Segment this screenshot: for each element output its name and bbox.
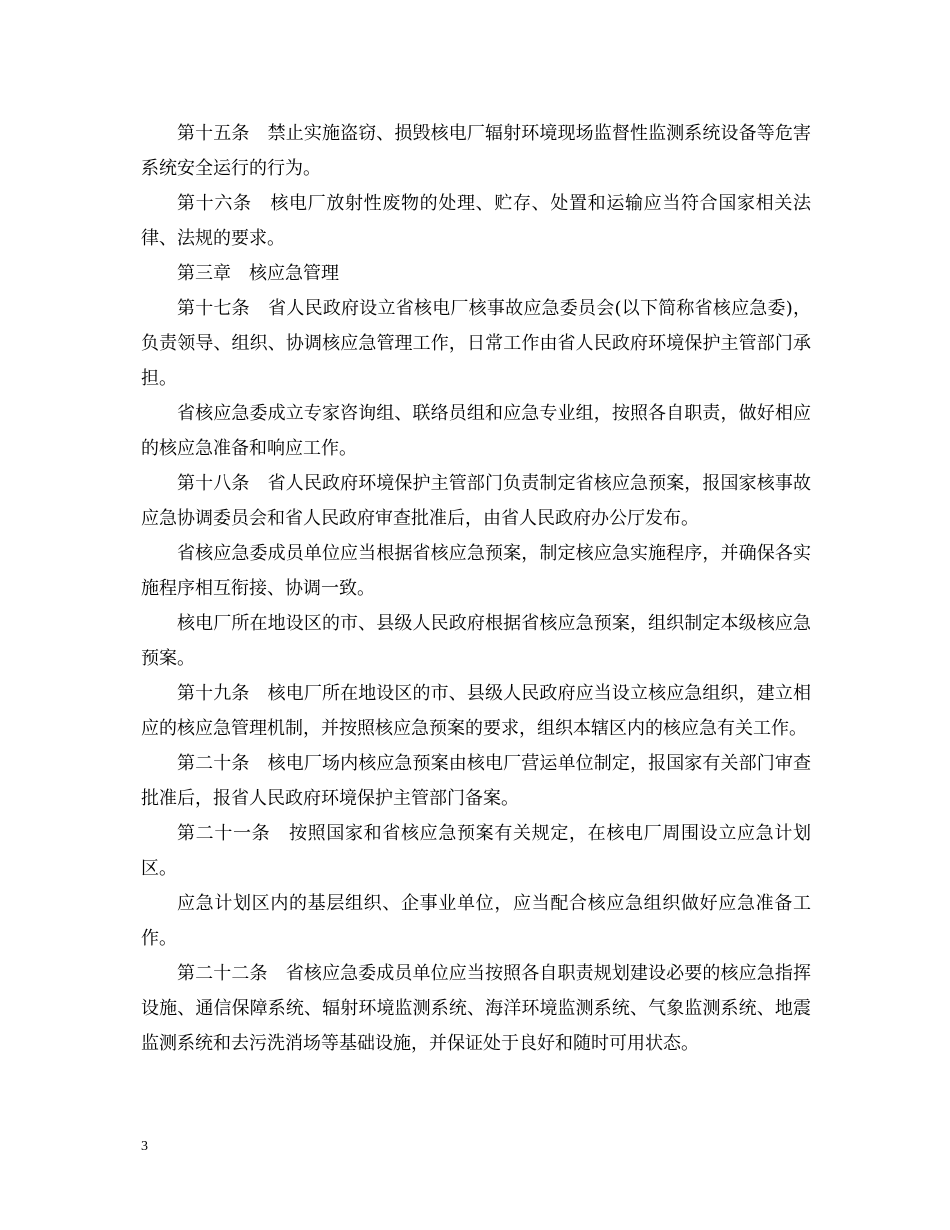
article-text: 省人民政府环境保护主管部门负责制定省核应急预案，报国家核事故应急协调委员会和省人民政府审查批准后，由省人民政府办公厅发布。 (141, 473, 812, 529)
article-heading: 第十六条 (177, 193, 252, 214)
page-number: 3 (141, 1139, 148, 1154)
article-16-paragraph (141, 186, 811, 256)
article-heading: 第二十一条 (177, 823, 271, 844)
article-18-paragraph (141, 466, 811, 536)
article-text: 按照国家和省核应急预案有关规定，在核电厂周围设立应急计划区。 (141, 823, 812, 879)
chapter-number: 第三章 (177, 263, 231, 284)
article-20-paragraph (141, 746, 811, 816)
article-heading: 第二十二条 (177, 963, 268, 984)
article-text: 省人民政府设立省核电厂核事故应急委员会(以下简称省核应急委)，负责领导、组织、协调核应急管理工作，日常工作由省人民政府环境保护主管部门承担。 (141, 298, 812, 389)
article-text: 省核应急委成员单位应当按照各自职责规划建设必要的核应急指挥设施、通信保障系统、辐射环境监测系统、海洋环境监测系统、气象监测系统、地震监测系统和去污洗消场等基础设施，并保证处于良好和随时可用状态。 (141, 963, 812, 1054)
article-18-sub-paragraph-1 (141, 536, 811, 606)
article-15-paragraph (141, 116, 811, 186)
article-17-paragraph (141, 291, 811, 396)
article-17-sub-paragraph (141, 396, 811, 466)
article-22-paragraph (141, 956, 811, 1061)
article-text: 禁止实施盗窃、损毁核电厂辐射环境现场监督性监测系统设备等危害系统安全运行的行为。 (141, 123, 812, 179)
article-heading: 第二十条 (177, 753, 250, 774)
article-heading: 第十九条 (177, 683, 250, 704)
paragraph-text: 省核应急委成立专家咨询组、联络员组和应急专业组，按照各自职责，做好相应的核应急准备和响应工作。 (141, 403, 811, 459)
article-heading: 第十八条 (177, 473, 250, 494)
paragraph-text: 核电厂所在地设区的市、县级人民政府根据省核应急预案，组织制定本级核应急预案。 (141, 613, 811, 669)
chapter-3-heading (141, 256, 811, 291)
article-21-sub-paragraph (141, 886, 811, 956)
article-heading: 第十七条 (177, 298, 250, 319)
paragraph-text: 省核应急委成员单位应当根据省核应急预案，制定核应急实施程序，并确保各实施程序相互衔接、协调一致。 (141, 543, 811, 599)
article-text: 核电厂场内核应急预案由核电厂营运单位制定，报国家有关部门审查批准后，报省人民政府环境保护主管部门备案。 (141, 753, 812, 809)
article-text: 核电厂放射性废物的处理、贮存、处置和运输应当符合国家相关法律、法规的要求。 (141, 193, 812, 249)
article-21-paragraph (141, 816, 811, 886)
article-19-paragraph (141, 676, 811, 746)
article-heading: 第十五条 (177, 123, 250, 144)
article-text: 核电厂所在地设区的市、县级人民政府应当设立核应急组织，建立相应的核应急管理机制，并按照核应急预案的要求，组织本辖区内的核应急有关工作。 (141, 683, 812, 739)
article-18-sub-paragraph-2 (141, 606, 811, 676)
document-body (141, 116, 811, 1061)
chapter-title: 核应急管理 (249, 263, 339, 284)
paragraph-text: 应急计划区内的基层组织、企事业单位，应当配合核应急组织做好应急准备工作。 (141, 893, 811, 949)
